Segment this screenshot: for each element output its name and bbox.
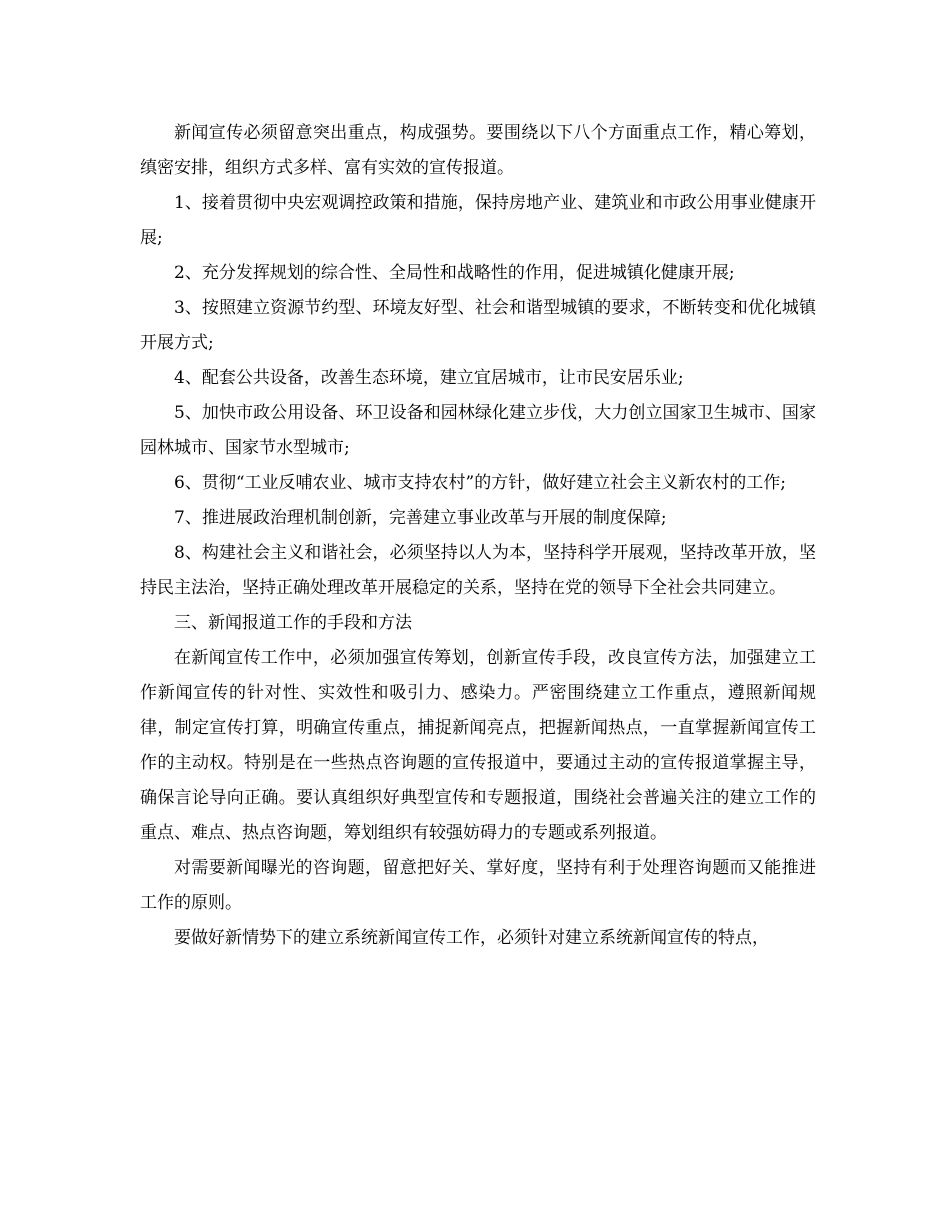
document-body	[140, 116, 816, 956]
section-heading: 三、新闻报道工作的手段和方法	[174, 613, 412, 633]
paragraph-intro: 新闻宣传必须留意突出重点，构成强势。要围绕以下八个方面重点工作，精心筹划，缜密安排，组织方式多样、富有实效的宣传报道。	[140, 123, 816, 178]
paragraph-item-8: 8、构建社会主义和谐社会，必须坚持以人为本，坚持科学开展观，坚持改革开放，坚持民主法治，坚持正确处理改革开展稳定的关系，坚持在党的领导下全社会共同建立。	[140, 543, 816, 598]
paragraph-item-7: 7、推进展政治理机制创新，完善建立事业改革与开展的制度保障;	[174, 508, 667, 528]
paragraph-item-5: 5、加快市政公用设备、环卫设备和园林绿化建立步伐，大力创立国家卫生城市、国家园林城市、国家节水型城市;	[140, 403, 816, 458]
paragraph-item-3: 3、按照建立资源节约型、环境友好型、社会和谐型城镇的要求，不断转变和优化城镇开展方式;	[140, 298, 816, 353]
paragraph-exposure: 对需要新闻曝光的咨询题，留意把好关、掌好度，坚持有利于处理咨询题而又能推进工作的原则。	[140, 858, 816, 913]
paragraph-item-2: 2、充分发挥规划的综合性、全局性和战略性的作用，促进城镇化健康开展;	[174, 263, 735, 283]
paragraph-item-4: 4、配套公共设备，改善生态环境，建立宜居城市，让市民安居乐业;	[174, 368, 684, 388]
paragraph-methods: 在新闻宣传工作中，必须加强宣传筹划，创新宣传手段，改良宣传方法，加强建立工作新闻宣传的针对性、实效性和吸引力、感染力。严密围绕建立工作重点，遵照新闻规律，制定宣传打算，明确宣传重点，捕捉新闻亮点，把握新闻热点，一直掌握新闻宣传工作的主动权。特别是在一些热点咨询题的宣传报道中，要通过主动的宣传报道掌握主导，确保言论导向正确。要认真组织好典型宣传和专题报道，围绕社会普遍关注的建立工作的重点、难点、热点咨询题，筹划组织有较强妨碍力的专题或系列报道。	[140, 648, 816, 843]
paragraph-item-1: 1、接着贯彻中央宏观调控政策和措施，保持房地产业、建筑业和市政公用事业健康开展;	[140, 193, 816, 248]
paragraph-item-6: 6、贯彻“工业反哺农业、城市支持农村”的方针，做好建立社会主义新农村的工作;	[174, 473, 786, 493]
paragraph-continued: 要做好新情势下的建立系统新闻宣传工作，必须针对建立系统新闻宣传的特点，	[174, 928, 769, 948]
